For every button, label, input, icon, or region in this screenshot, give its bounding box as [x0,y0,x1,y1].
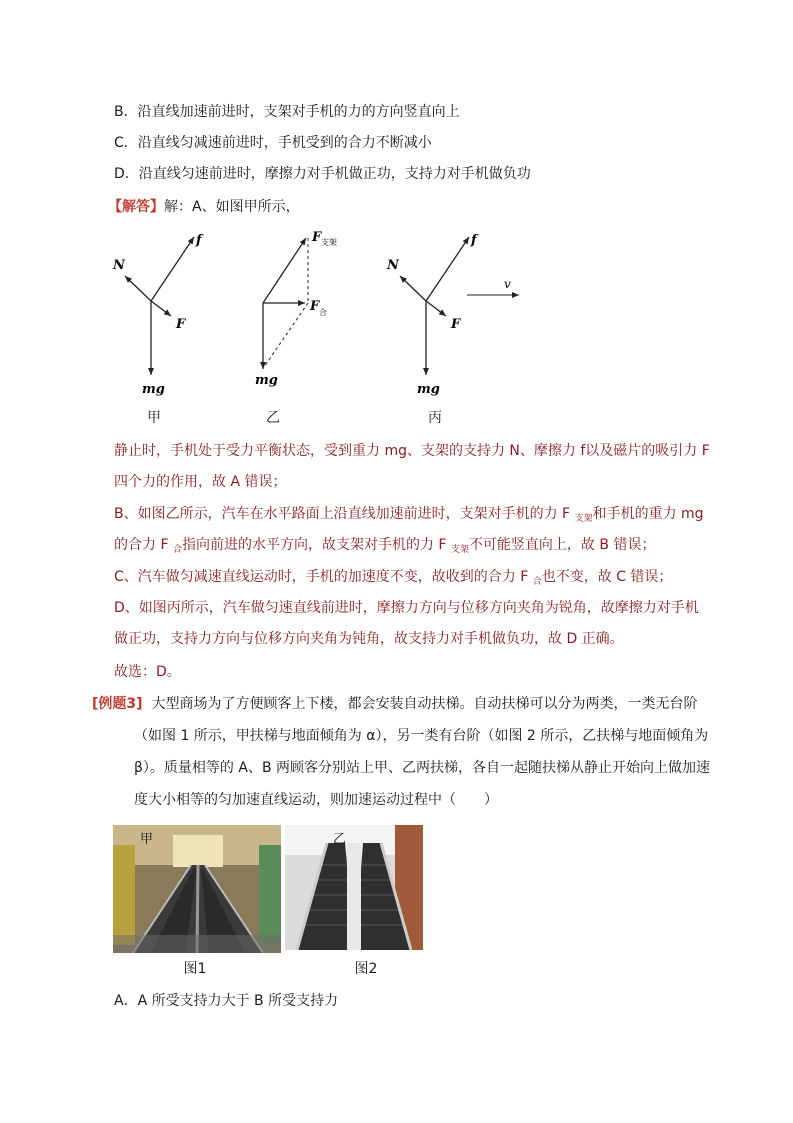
p2-l1-sub: 支架 [574,514,593,524]
p2-l1-text: B、如图乙所示，汽车在水平路面上沿直线加速前进时，支架对手机的力 F [114,506,575,522]
diagram-yi [255,230,337,388]
answer-heading [108,197,300,217]
example3-l1 [92,694,697,714]
label-f-support-sub: 支架 [321,238,337,247]
label-bigf-jia: F [176,317,186,332]
photo2-label: 乙 [333,832,347,847]
option-a: A．A 所受支持力大于 B 所受支持力 [114,993,339,1009]
label-f-net-sub: 合 [319,308,327,317]
explanation-p1-l2: 四个力的作用，故 A 错误； [114,474,287,490]
caption-yi: 乙 [266,410,280,426]
p3-sub: 合 [532,577,542,587]
option-b: B．沿直线加速前进时，支架对手机的力的方向竖直向上 [114,104,460,120]
label-bigf-bing: F [451,317,461,332]
label-f-net: F [310,299,320,314]
p2-l1-text-b: 和手机的重力 mg [592,506,704,522]
explanation-p3 [114,567,672,589]
explanation-p2-l2 [114,535,655,557]
p2-l2-text-b: 指向前进的水平方向，故支架对手机的力 F [181,537,451,553]
label-mg-jia: mg [142,382,165,397]
escalator-photo-2 [285,825,423,950]
explanation-p4-l2: 做正功，支持力方向与位移方向夹角为钝角，故支持力对手机做负功，故 D 正确。 [114,631,624,647]
explanation-p1-l1: 静止时，手机处于受力平衡状态，受到重力 mg、支架的支持力 N、摩擦力 f以及磁片的吸引力 F [114,443,710,459]
explanation-p2-l1 [114,504,704,526]
p2-l2-sub2: 支架 [450,545,469,555]
diagram-jia [112,233,204,397]
caption-jia: 甲 [147,410,161,426]
example3-tag: [例题3] [92,696,143,712]
label-f-bing: f [471,233,477,248]
label-f-support: F [312,230,322,245]
example3-l2: （如图 1 所示，甲扶梯与地面倾角为 α），另一类有台阶（如图 2 所示，乙扶梯与地面倾角为 [134,728,709,744]
example3-l4: 度大小相等的匀加速直线运动，则加速运动过程中（ ） [134,792,498,808]
escalator-photo-1 [113,825,281,953]
photo1-label: 甲 [140,832,154,847]
p2-l2-text-a: 的合力 F [114,537,173,553]
example3-text-l1: 大型商场为了方便顾客上下楼，都会安装自动扶梯。自动扶梯可以分为两类，一类无台阶 [151,696,698,712]
label-f-jia: f [196,233,202,248]
p2-l2-sub1: 合 [172,545,182,555]
answer-tag: 【解答】 [108,199,164,215]
p3-text-b: 也不变，故 C 错误； [541,569,673,585]
explanation-choice: 故选：D。 [114,664,181,680]
label-mg-yi: mg [255,373,278,388]
force-diagrams [0,225,793,425]
label-mg-bing: mg [417,382,440,397]
caption-figure-1: 图1 [183,961,207,977]
caption-figure-2: 图2 [354,961,378,977]
option-c: C．沿直线匀减速前进时，手机受到的合力不断减小 [114,135,432,151]
explanation-p4-l1: D、如图丙所示，汽车做匀速直线前进时，摩擦力方向与位移方向夹角为锐角，故摩擦力对手机 [114,600,699,616]
caption-bing: 丙 [428,410,442,426]
diagram-bing [386,233,519,397]
example3-l3: β）。质量相等的 A、B 两顾客分别站上甲、乙两扶梯，各自一起随扶梯从静止开始向上做加速 [134,760,711,776]
p2-l2-text-c: 不可能竖直向上，故 B 错误； [468,537,656,553]
answer-intro: 解：A、如图甲所示， [164,199,300,215]
p3-text-a: C、汽车做匀减速直线运动时，手机的加速度不变，故收到的合力 F [114,569,533,585]
option-d: D．沿直线匀速前进时，摩擦力对手机做正功，支持力对手机做负功 [114,166,531,182]
label-n-jia: N [113,258,125,273]
label-n-bing: N [387,258,399,273]
label-v-bing: v [504,277,511,291]
